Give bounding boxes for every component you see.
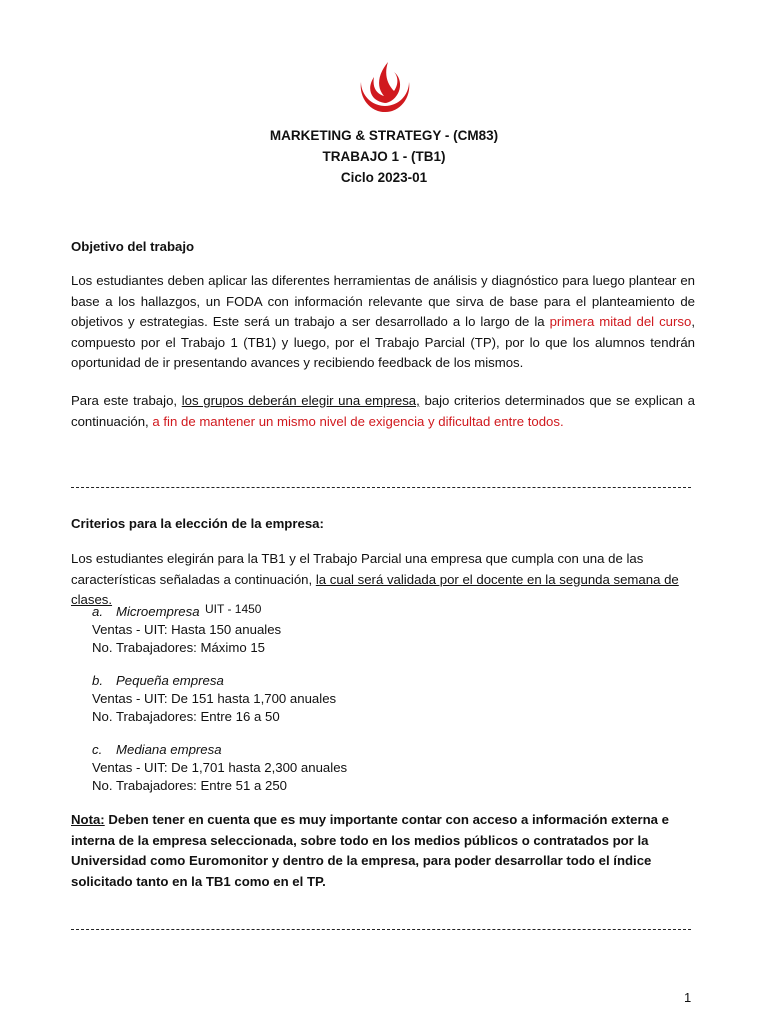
objective-text: Los estudiantes deben aplicar las diferentes herramientas de análisis y diagnóstico para luego plantear en base a los hallazgos, un FODA con información relevante que sirva de base para el planteamiento de objetivos y estrategias. Este será un trabajo a ser desarrollado a lo largo de la <box>71 273 695 330</box>
item-workers: No. Trabajadores: Máximo 15 <box>92 640 265 655</box>
item-letter: b. <box>92 673 103 688</box>
course-title: MARKETING & STRATEGY - (CM83) <box>269 128 499 143</box>
note-paragraph <box>71 810 695 892</box>
note-label: Nota: <box>71 812 105 827</box>
objective-text: , compuesto por el Trabajo 1 (TB1) y luego, por el Trabajo Parcial (TP), por lo que los alumnos tendrán oportunidad de ir presentando avances y recibiendo feedback de los mismos. <box>71 314 695 371</box>
item-workers: No. Trabajadores: Entre 51 a 250 <box>92 778 288 793</box>
item-workers: No. Trabajadores: Entre 16 a 50 <box>92 709 280 724</box>
item-sales: Ventas - UIT: Hasta 150 anuales <box>92 622 282 637</box>
criteria-heading: Criterios para la elección de la empresa: <box>71 516 324 531</box>
objective-text: bajo criterios determinados que se explican a continuación, <box>71 393 695 429</box>
objective-heading: Objetivo del trabajo <box>71 239 195 254</box>
item-sales: Ventas - UIT: De 1,701 hasta 2,300 anuales <box>92 760 348 775</box>
page-number: 1 <box>684 990 692 1005</box>
highlight-text: primera mitad del curso <box>549 314 692 330</box>
item-sales: Ventas - UIT: De 151 hasta 1,700 anuales <box>92 691 337 706</box>
objective-text: Para este trabajo, <box>71 393 182 408</box>
item-name: Mediana empresa <box>116 742 222 757</box>
underlined-text: la cual será validada por el docente en la segunda semana de clases. <box>71 571 679 608</box>
item-letter: a. <box>92 604 103 619</box>
university-logo <box>356 56 414 112</box>
divider-line <box>71 929 691 930</box>
criteria-intro <box>71 549 695 611</box>
criteria-item-heading <box>92 673 224 688</box>
divider-line <box>71 487 691 488</box>
note-text: Deben tener en cuenta que es muy importante contar con acceso a información externa e interna de la empresa seleccionada, sobre todo en los medios públicos o contratados por la Universidad como Euromonitor y dentro de la empresa, para poder desarrollar todo el índice solicitado tanto en la TB1 como en el TP. <box>71 812 670 889</box>
assignment-title: TRABAJO 1 - (TB1) <box>322 149 446 164</box>
criteria-item-heading <box>92 604 200 619</box>
criteria-item-heading <box>92 742 222 757</box>
objective-paragraph-1 <box>71 271 695 374</box>
objective-paragraph-2 <box>71 391 695 432</box>
handwritten-annotation: UIT - 1450 <box>205 602 262 616</box>
underlined-text: los grupos deberán elegir una empresa, <box>181 393 420 408</box>
highlight-text: a fin de mantener un mismo nivel de exigencia y dificultad entre todos. <box>152 413 564 429</box>
cycle-title: Ciclo 2023-01 <box>340 170 428 185</box>
criteria-text: Los estudiantes elegirán para la TB1 y el Trabajo Parcial una empresa que cumpla con una de las características señaladas a continuación, <box>71 551 644 587</box>
item-letter: c. <box>92 742 103 757</box>
item-name: Microempresa <box>116 604 200 619</box>
item-name: Pequeña empresa <box>116 673 224 688</box>
